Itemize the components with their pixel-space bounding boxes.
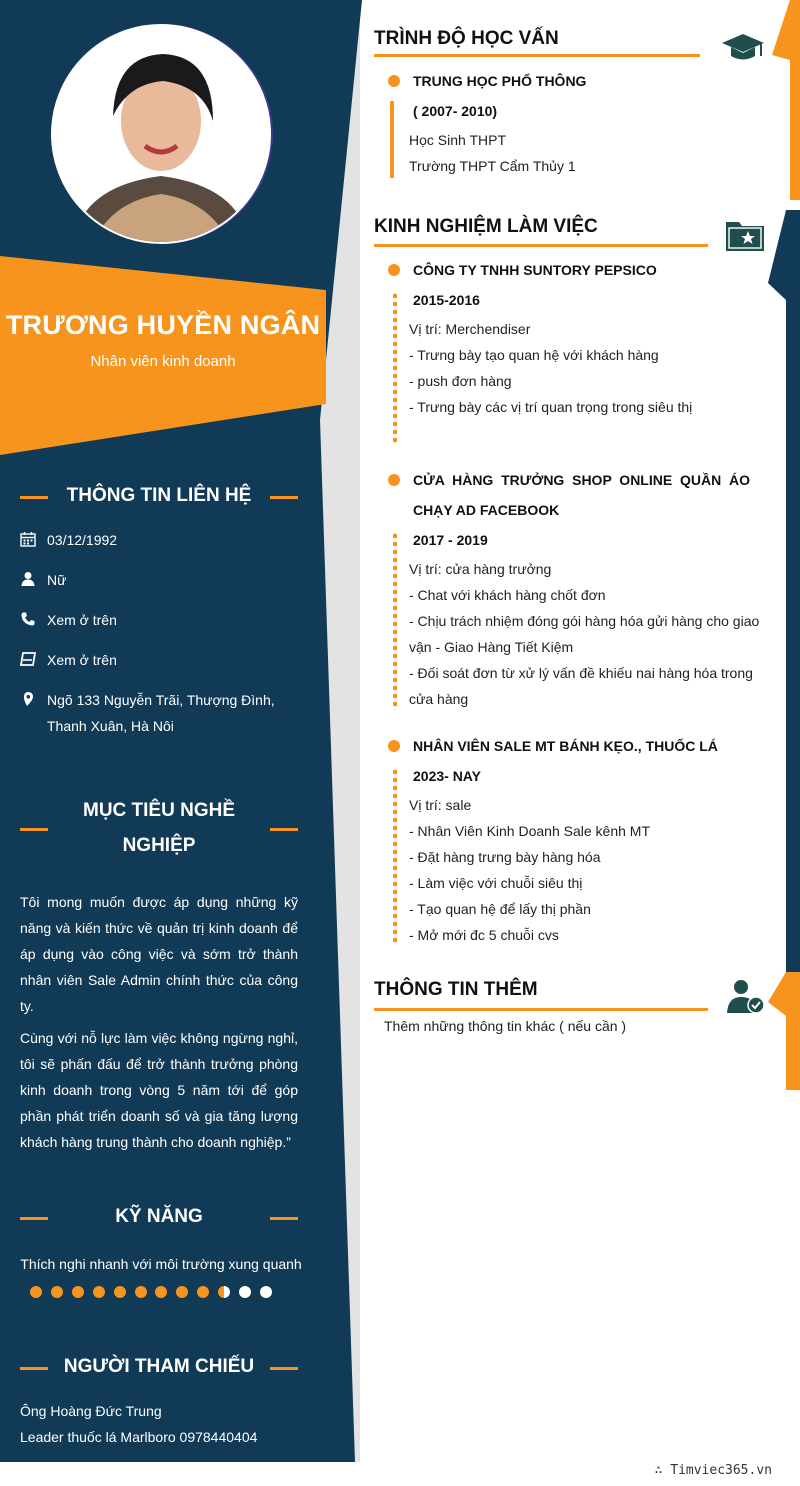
- references-heading: [20, 1356, 298, 1378]
- profile-name: TRƯƠNG HUYỀN NGÂN: [5, 310, 321, 340]
- education-bullet: [388, 75, 400, 87]
- avatar: [51, 24, 271, 244]
- skill-rating-dot: [51, 1286, 63, 1298]
- heading-bar: [270, 496, 298, 499]
- objective-paragraph-2: Cùng với nỗ lực làm việc không ngừng nghỉ, tôi sẽ phấn đấu để trở thành trưởng phòng kinh doanh trong vòng 5 năm tới để góp phần phát triển doanh số và gia tăng lượng khách hàng trung thành cho doanh nghiệp.”: [20, 1030, 298, 1150]
- education-period: ( 2007- 2010): [413, 103, 498, 119]
- objective-heading-line1: MỤC TIÊU NGHỀ: [83, 800, 235, 821]
- reference-line1: Ông Hoàng Đức Trung: [20, 1403, 162, 1419]
- briefcase-star-icon: [725, 218, 765, 252]
- job3-line: - Tạo quan hệ để lấy thị phần: [409, 901, 591, 917]
- right-accent-bottom: [768, 972, 800, 1090]
- education-level: TRUNG HỌC PHỔ THÔNG: [413, 73, 587, 89]
- job2-line: - Chịu trách nhiệm đóng gói hàng hóa gửi hàng cho giao: [409, 613, 760, 629]
- job-bullet: [388, 474, 400, 486]
- right-accent-mid: [768, 210, 800, 972]
- address-line2: Thanh Xuân, Hà Nôi: [47, 718, 174, 734]
- skills-heading-text: KỸ NĂNG: [115, 1206, 203, 1227]
- job2-line: cửa hàng: [409, 691, 469, 707]
- job2-line: Vị trí: cửa hàng trưởng: [409, 561, 552, 577]
- phone-value: Xem ở trên: [47, 612, 117, 628]
- job3-line: - Mở mới đc 5 chuỗi cvs: [409, 927, 559, 943]
- heading-bar: [20, 496, 48, 499]
- job3-period: 2023- NAY: [413, 768, 481, 784]
- email-icon: [20, 650, 36, 668]
- job2-period: 2017 - 2019: [413, 532, 488, 548]
- skill-rating-dot: [239, 1286, 251, 1298]
- profile-photo-icon: [53, 26, 269, 242]
- user-icon: [20, 570, 36, 588]
- job1-company: CÔNG TY TNHH SUNTORY PEPSICO: [413, 262, 657, 278]
- contact-heading: [20, 485, 298, 507]
- contact-phone: [20, 607, 300, 633]
- user-check-icon: [725, 978, 765, 1014]
- skill-rating-dot: [218, 1286, 230, 1298]
- job2-company-line2: CHẠY AD FACEBOOK: [413, 502, 560, 518]
- heading-bar: [20, 1217, 48, 1220]
- job-bullet: [388, 740, 400, 752]
- skill-rating-dot: [114, 1286, 126, 1298]
- education-timeline: [390, 101, 394, 178]
- objective-paragraph-1: Tôi mong muốn được áp dụng những kỹ năng và kiến thức về quản trị kinh doanh để áp dụng vào công việc và sớm trở thành nhân viên Sale Admin chính thức của công ty.: [20, 894, 298, 1014]
- graduation-cap-icon: [721, 32, 765, 64]
- references-heading-text: NGƯỜI THAM CHIẾU: [63, 1356, 255, 1377]
- job3-company: NHÂN VIÊN SALE MT BÁNH KẸO., THUỐC LÁ: [413, 738, 718, 754]
- job3-line: - Làm việc với chuỗi siêu thị: [409, 875, 583, 891]
- job1-period: 2015-2016: [413, 292, 480, 308]
- gender-value: Nữ: [47, 572, 67, 588]
- contact-heading-text: THÔNG TIN LIÊN HỆ: [66, 485, 252, 506]
- footer-brand[interactable]: ∴ Timviec365.vn: [654, 1463, 772, 1478]
- objective-heading-line2: NGHIỆP: [122, 835, 196, 856]
- extra-rule: [374, 1008, 708, 1011]
- contact-address: [20, 687, 300, 739]
- job1-line: - Trưng bày tạo quan hệ với khách hàng: [409, 347, 659, 363]
- job3-line: - Đặt hàng trưng bày hàng hóa: [409, 849, 601, 865]
- calendar-icon: [20, 530, 36, 548]
- objective-heading: [20, 793, 298, 863]
- job3-timeline: [393, 768, 397, 944]
- email-value: Xem ở trên: [47, 652, 117, 668]
- job1-timeline: [393, 292, 397, 444]
- skills-heading: [20, 1206, 298, 1228]
- heading-bar: [270, 1217, 298, 1220]
- job2-line: - Chat với khách hàng chốt đơn: [409, 587, 606, 603]
- birthday-value: 03/12/1992: [47, 532, 118, 548]
- phone-icon: [20, 610, 36, 628]
- skill-rating-dot: [30, 1286, 42, 1298]
- job-bullet: [388, 264, 400, 276]
- skill-rating-dot: [72, 1286, 84, 1298]
- education-heading: TRÌNH ĐỘ HỌC VẤN: [374, 28, 559, 49]
- contact-email: [20, 647, 300, 673]
- skill-name: Thích nghi nhanh với môi trường xung quanh: [20, 1256, 302, 1272]
- skill-rating-dot: [135, 1286, 147, 1298]
- address-line1: Ngõ 133 Nguyễn Trãi, Thượng Đình,: [47, 692, 275, 708]
- experience-rule: [374, 244, 708, 247]
- job1-line: - Trưng bày các vị trí quan trọng trong siêu thị: [409, 399, 693, 415]
- skill-rating-dot: [93, 1286, 105, 1298]
- job2-line: vận - Giao Hàng Tiết Kiệm: [409, 639, 574, 655]
- job1-line: Vị trí: Merchendiser: [409, 321, 531, 337]
- job2-company-line1: CỬA HÀNG TRƯỞNG SHOP ONLINE QUẦN ÁO: [413, 472, 750, 488]
- job3-line: Vị trí: sale: [409, 797, 472, 813]
- right-accent-top: [772, 0, 800, 200]
- education-line2: Trường THPT Cẩm Thủy 1: [409, 158, 576, 174]
- job1-line: - push đơn hàng: [409, 373, 512, 389]
- heading-bar: [270, 1367, 298, 1370]
- contact-gender: [20, 567, 300, 593]
- education-line1: Học Sinh THPT: [409, 132, 506, 148]
- heading-bar: [270, 828, 298, 831]
- extra-heading: THÔNG TIN THÊM: [374, 979, 538, 1000]
- contact-birthday: [20, 527, 300, 553]
- job2-line: - Đối soát đơn từ xử lý vấn đề khiếu nai hàng hóa trong: [409, 665, 753, 681]
- map-pin-icon: [20, 690, 36, 708]
- experience-heading: KINH NGHIỆM LÀM VIỆC: [374, 216, 598, 237]
- job3-line: - Nhân Viên Kinh Doanh Sale kênh MT: [409, 823, 650, 839]
- skill-rating-dot: [260, 1286, 272, 1298]
- extra-text: Thêm những thông tin khác ( nếu cần ): [384, 1018, 627, 1034]
- job2-timeline: [393, 532, 397, 710]
- reference-line2: Leader thuốc lá Marlboro 0978440404: [20, 1429, 258, 1445]
- heading-bar: [20, 828, 48, 831]
- heading-bar: [20, 1367, 48, 1370]
- education-rule: [374, 54, 700, 57]
- profile-role: Nhân viên kinh doanh: [90, 353, 236, 370]
